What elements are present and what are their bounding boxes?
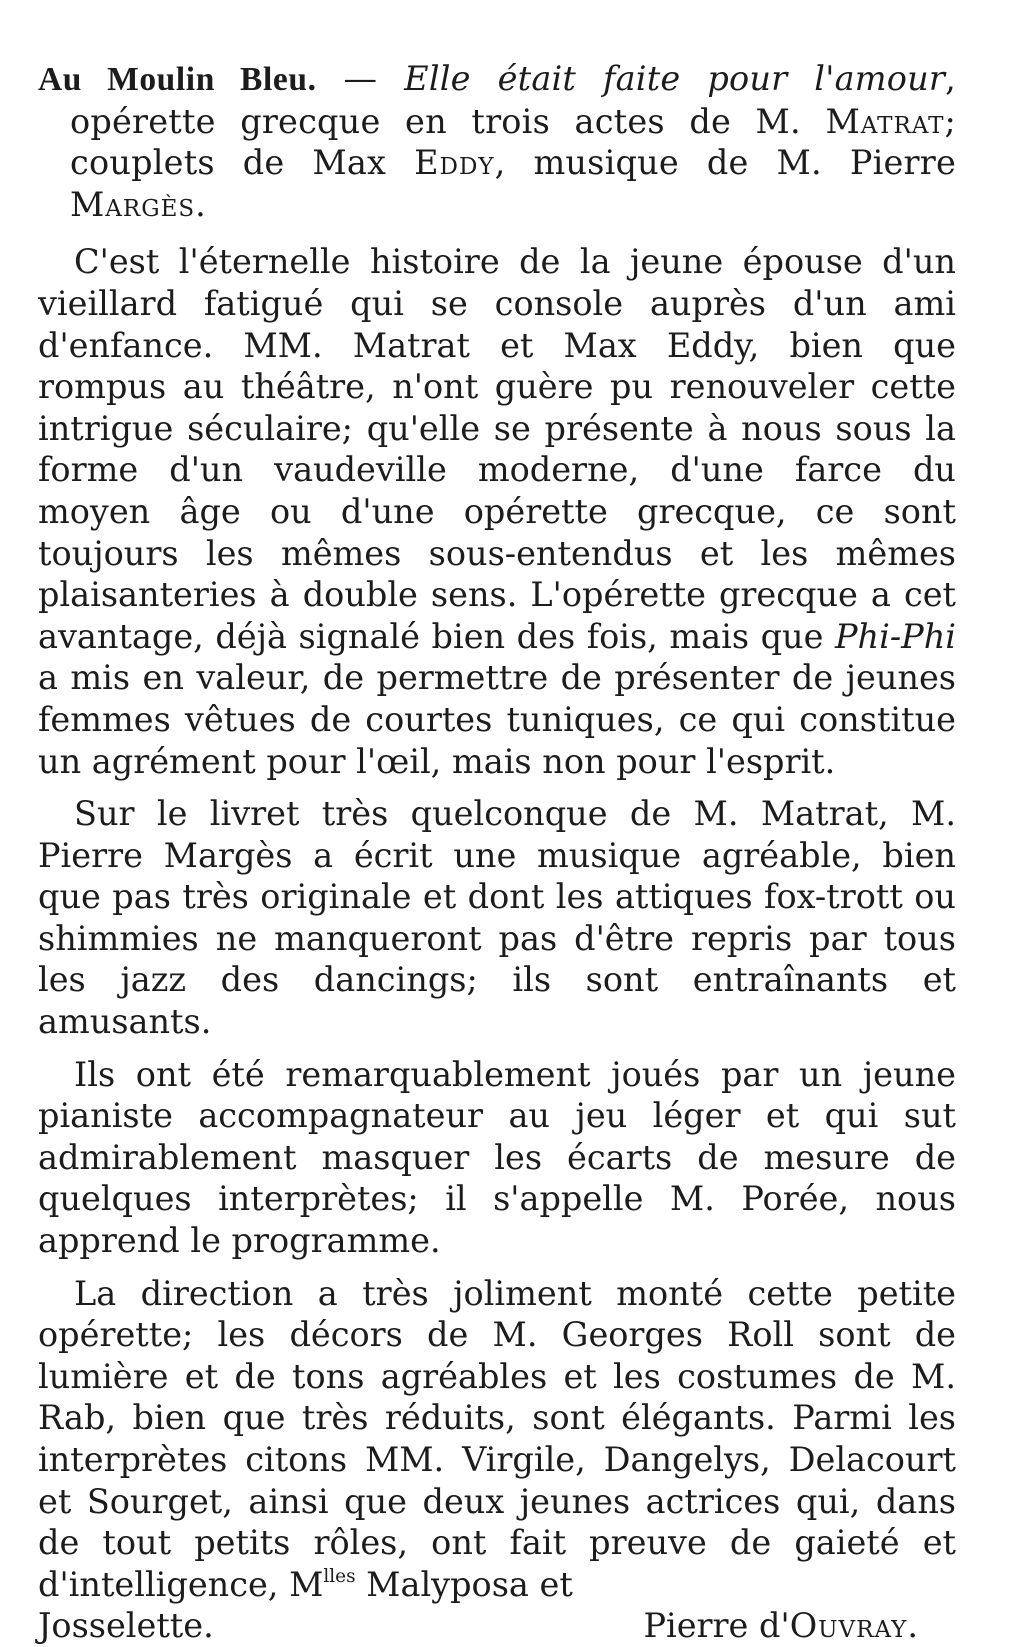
paragraph-last-line: Josselette.	[38, 1606, 214, 1646]
paragraph-text: C'est l'éternelle histoire de la jeune épouse d'un vieillard fatigué qui se console auprès d'un ami d'enfance. MM. Matrat et Max Eddy, bien que rompus au théâtre, n'ont guère pu renouveler cette intrigue séculaire; qu'elle se présente à nous sous la forme d'un vaudeville moderne, d'une farce du moyen âge ou d'une opérette grecque, ce sont toujours les mêmes sous-entendus et les mêmes plaisanteries à double sens. L'opérette grecque a cet avantage, déjà signalé bien des fois, mais que	[38, 242, 956, 656]
paragraph-4	[38, 1273, 956, 1606]
signature-first: Pierre d'	[643, 1606, 790, 1646]
heading-text: , opérette grecque en trois actes de M.	[70, 59, 956, 141]
signature	[643, 1605, 956, 1647]
venue-name: Au Moulin Bleu.	[38, 61, 317, 98]
composer-name: Margès	[70, 184, 196, 224]
paragraph-text: La direction a très joliment monté cette petite opérette; les décors de M. Georges Roll sont de lumière et de tons agréables et les costumes de M. Rab, bien que très réduits, sont élégants. Parmi les interprètes citons MM. Virgile, Dangelys, Delacourt et Sourget, ainsi que deux jeunes actrices qui, dans de tout petits rôles, ont fait preuve de gaieté et d'intelligence, M	[38, 1273, 956, 1604]
title-abbreviation: lles	[323, 1565, 356, 1587]
signature-end: .	[907, 1606, 918, 1646]
signature-surname: Ouvray	[789, 1606, 908, 1646]
paragraph-3: Ils ont été remarquablement joués par un jeune pianiste accompagnateur au jeu léger et qui sut admirablement masquer les écarts de mesure de quelques interprètes; il s'appelle M. Porée, nous apprend le programme.	[38, 1054, 956, 1261]
paragraph-text: Malyposa et	[355, 1564, 573, 1604]
article	[38, 58, 956, 1647]
work-reference: Phi-Phi	[835, 616, 956, 656]
heading-text: , musique de M. Pierre	[494, 143, 956, 183]
paragraph-1	[38, 241, 956, 782]
heading-end: .	[195, 184, 207, 224]
paragraph-text: a mis en valeur, de permettre de présenter de jeunes femmes vêtues de courtes tuniques, ce qui constitue un agrément pour l'œil, mais non pour l'esprit.	[38, 658, 956, 781]
heading-text: ; couplets de Max	[70, 101, 956, 183]
author-name: Matrat	[825, 101, 945, 141]
lyricist-name: Eddy	[414, 143, 495, 183]
review-heading	[38, 58, 956, 225]
closing-row	[38, 1605, 956, 1647]
heading-dash: —	[316, 59, 405, 98]
paragraph-2: Sur le livret très quelconque de M. Matrat, M. Pierre Margès a écrit une musique agréable, bien que pas très originale et dont les attiques fox-trott ou shimmies ne manqueront pas d'être repris par tous les jazz des dancings; ils sont entraînants et amusants.	[38, 794, 956, 1042]
work-title: Elle était faite pour l'amour	[404, 59, 946, 98]
